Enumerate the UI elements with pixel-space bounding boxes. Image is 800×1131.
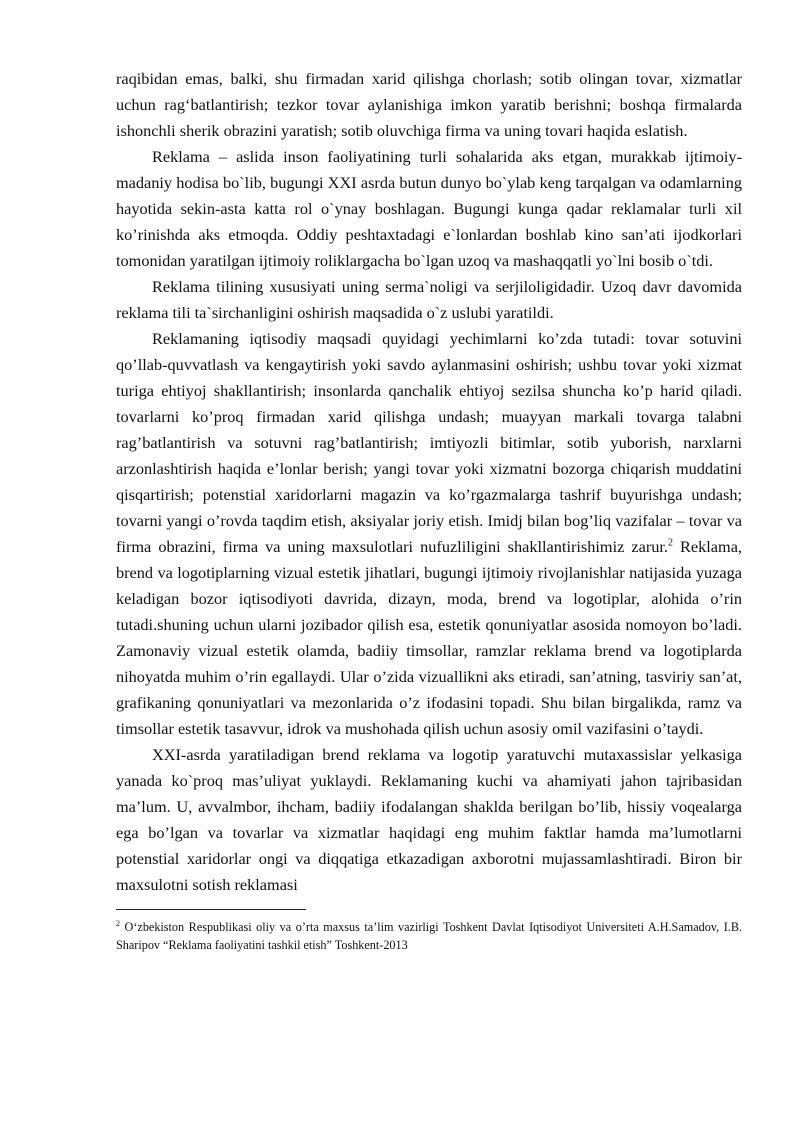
- paragraph-3: [116, 274, 742, 326]
- footnote-text: O‘zbekiston Respublikasi oliy va o’rta maxsus ta’lim vazirligi Toshkent Davlat Iqtisodiyot Universiteti A.H.Samadov, I.B. Sharipov “Reklama faoliyatini tashkil etish” Toshkent-2013: [116, 920, 742, 952]
- paragraph-4: [116, 326, 742, 742]
- document-page: [116, 66, 742, 954]
- paragraph-5: [116, 742, 742, 898]
- footnote-reference[interactable]: 2: [668, 537, 673, 549]
- paragraph-2-text: Reklama – aslida inson faoliyatining turli sohalarida aks etgan, murakkab ijtimoiy-madaniy hodisa bo`lib, bugungi XXI asrda butun dunyo bo`ylab keng tarqalgan va odamlarning hayotida sekin-asta katta rol o`ynay boshlagan. Bugungi kunga qadar reklamalar turli xil ko’rinishda aks etmoqda. Oddiy peshtaxtadagi e`lonlardan boshlab kino san’ati ijodkorlari tomonidan yaratilgan ijtimoiy roliklargacha bo`lgan uzoq va mashaqqatli yo`lni bosib o`tdi.: [116, 147, 742, 270]
- footnote-divider: [116, 909, 306, 910]
- paragraph-2: [116, 144, 742, 274]
- paragraph-5-text: XXI-asrda yaratiladigan brend reklama va logotip yaratuvchi mutaxassislar yelkasiga yanada ko`proq mas’uliyat yuklaydi. Reklamaning kuchi va ahamiyati jahon tajribasidan ma’lum. U, avvalmbor, ihcham, badiiy ifodalangan shaklda berilgan bo’lib, hissiy voqealarga ega bo’lgan va tovarlar va xizmatlar haqidagi eng muhim faktlar hamda ma’lumotlarni potenstial xaridorlar ongi va diqqatiga etkazadigan axborotni mujassamlashtiradi. Biron bir maxsulotni sotish reklamasi: [116, 745, 742, 894]
- footnote-marker: 2: [116, 918, 120, 928]
- paragraph-1-text: raqibidan emas, balki, shu firmadan xarid qilishga chorlash; sotib olingan tovar, xizmatlar uchun rag‘batlantirish; tezkor tovar aylanishiga imkon yaratib berishni; boshqa firmalarda ishonchli sherik obrazini yaratish; sotib oluvchiga firma va uning tovari haqida eslatish.: [116, 69, 742, 140]
- paragraph-4-tail: Reklama, brend va logotiplarning vizual estetik jihatlari, bugungi ijtimoiy rivojlanishlar natijasida yuzaga keladigan bozor iqtisodiyoti davrida, dizayn, moda, brend va logotiplar, alohida o’rin tutadi.shuning uchun ularni jozibador qilish esa, estetik qonuniyatlar asosida nomoyon bo’ladi. Zamonaviy vizual estetik olamda, badiiy timsollar, ramzlar reklama brend va logotiplarda nihoyatda muhim o’rin egallaydi. Ular o’zida vizuallikni aks etiradi, san’atning, tasviriy san’at, grafikaning qonuniyatlari va mezonlarida o’z ifodasini topadi. Shu bilan birgalikda, ramz va timsollar estetik tasavvur, idrok va mushohada qilish uchun asosiy omil vazifasini o’taydi.: [116, 537, 742, 738]
- paragraph-4-text: Reklamaning iqtisodiy maqsadi quyidagi yechimlarni ko’zda tutadi: tovar sotuvini qo’llab-quvvatlash va kengaytirish yoki savdo aylanmasini oshirish; ushbu tovar yoki xizmat turiga ehtiyoj shakllantirish; insonlarda qanchalik ehtiyoj sezilsa shuncha ko’p harid qiladi. tovarlarni ko’proq firmadan xarid qilishga undash; muayyan markali tovarga talabni rag’batlantirish va sotuvni rag’batlantirish; imtiyozli bitimlar, sotib yuborish, narxlarni arzonlashtirish haqida e’lonlar berish; yangi tovar yoki xizmatni bozorga chiqarish muddatini qisqartirish; potenstial xaridorlarni magazin va ko’rgazmalarga tashrif buyurishga undash; tovarni yangi o’rovda taqdim etish, aksiyalar joriy etish. Imidj bilan bog’liq vazifalar – tovar va firma obrazini, firma va uning maxsulotlari nufuzliligini shakllantirishimiz zarur.: [116, 329, 742, 556]
- footnote: [116, 918, 742, 954]
- paragraph-3-text: Reklama tilining xususiyati uning serma`noligi va serjiloligidadir. Uzoq davr davomida reklama tili ta`sirchanligini oshirish maqsadida o`z uslubi yaratildi.: [116, 277, 742, 322]
- paragraph-1: [116, 66, 742, 144]
